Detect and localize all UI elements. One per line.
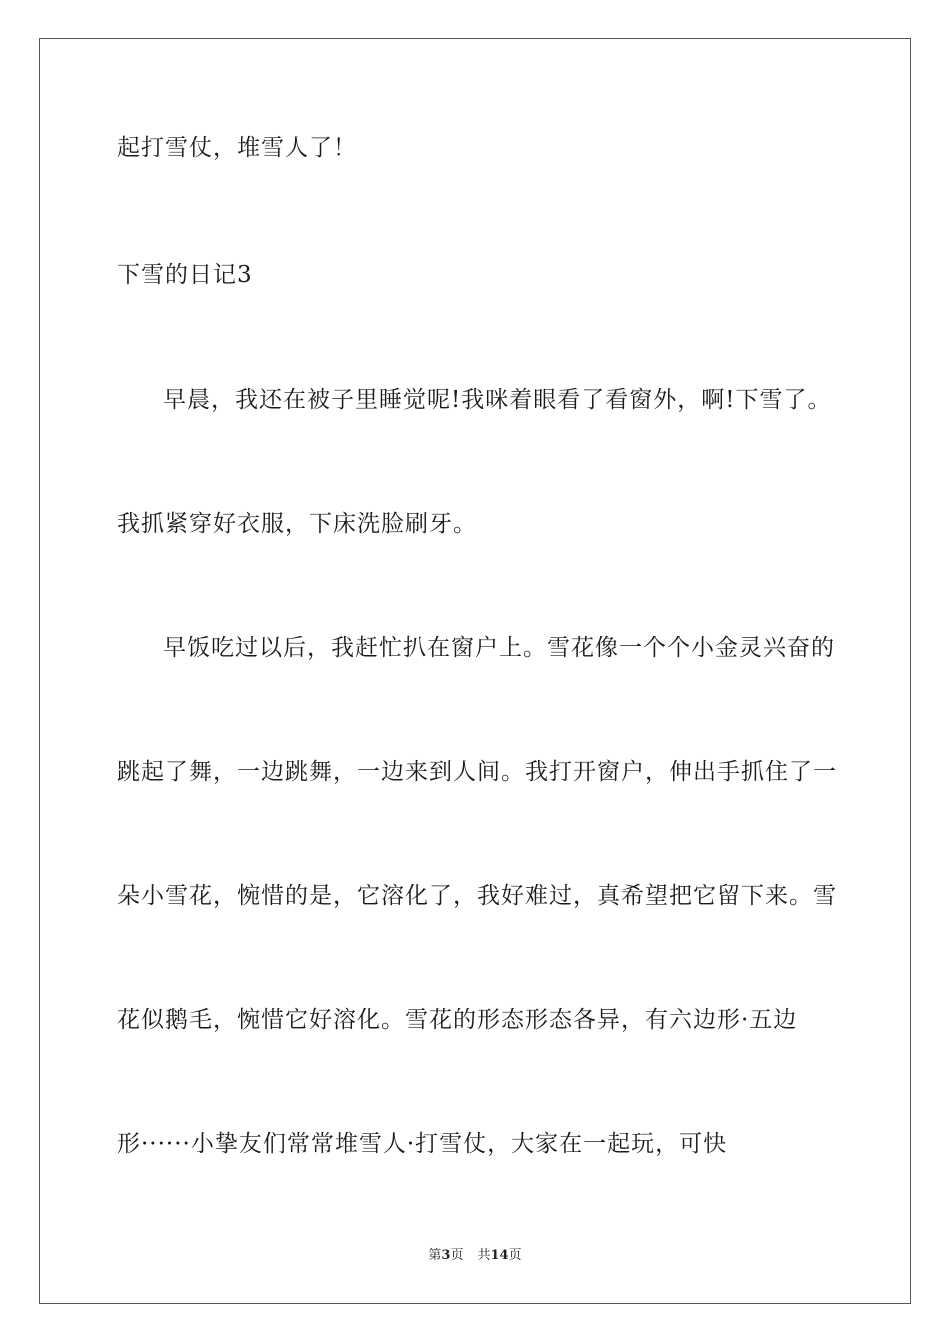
footer-page-prefix: 第 — [428, 1248, 442, 1263]
text-line-6: 跳起了舞，一边跳舞，一边来到人间。我打开窗户，伸出手抓住了一 — [117, 759, 837, 785]
text-line-8: 花似鹅毛，惋惜它好溶化。雪花的形态形态各异，有六边形·五边 — [117, 1007, 798, 1033]
footer-page-suffix: 页 — [450, 1248, 464, 1263]
text-line-3: 早晨，我还在被子里睡觉呢!我咪着眼看了看窗外，啊!下雪了。 — [163, 387, 832, 413]
text-line-9: 形······小挚友们常常堆雪人·打雪仗，大家在一起玩，可快 — [117, 1131, 728, 1157]
text-line-4: 我抓紧穿好衣服，下床洗脸刷牙。 — [117, 511, 477, 537]
footer-page-total: 14 — [490, 1248, 509, 1263]
text-line-1: 起打雪仗，堆雪人了！ — [117, 135, 357, 161]
page-footer — [0, 1247, 950, 1265]
footer-page-current: 3 — [441, 1248, 451, 1263]
section-heading: 下雪的日记3 — [117, 262, 253, 288]
text-line-7: 朵小雪花，惋惜的是，它溶化了，我好难过，真希望把它留下来。雪 — [117, 883, 837, 909]
footer-total-suffix: 页 — [508, 1248, 522, 1263]
footer-total-prefix: 共 — [477, 1248, 491, 1263]
text-line-5: 早饭吃过以后，我赶忙扒在窗户上。雪花像一个个小金灵兴奋的 — [163, 635, 835, 661]
page-frame — [39, 38, 911, 1304]
